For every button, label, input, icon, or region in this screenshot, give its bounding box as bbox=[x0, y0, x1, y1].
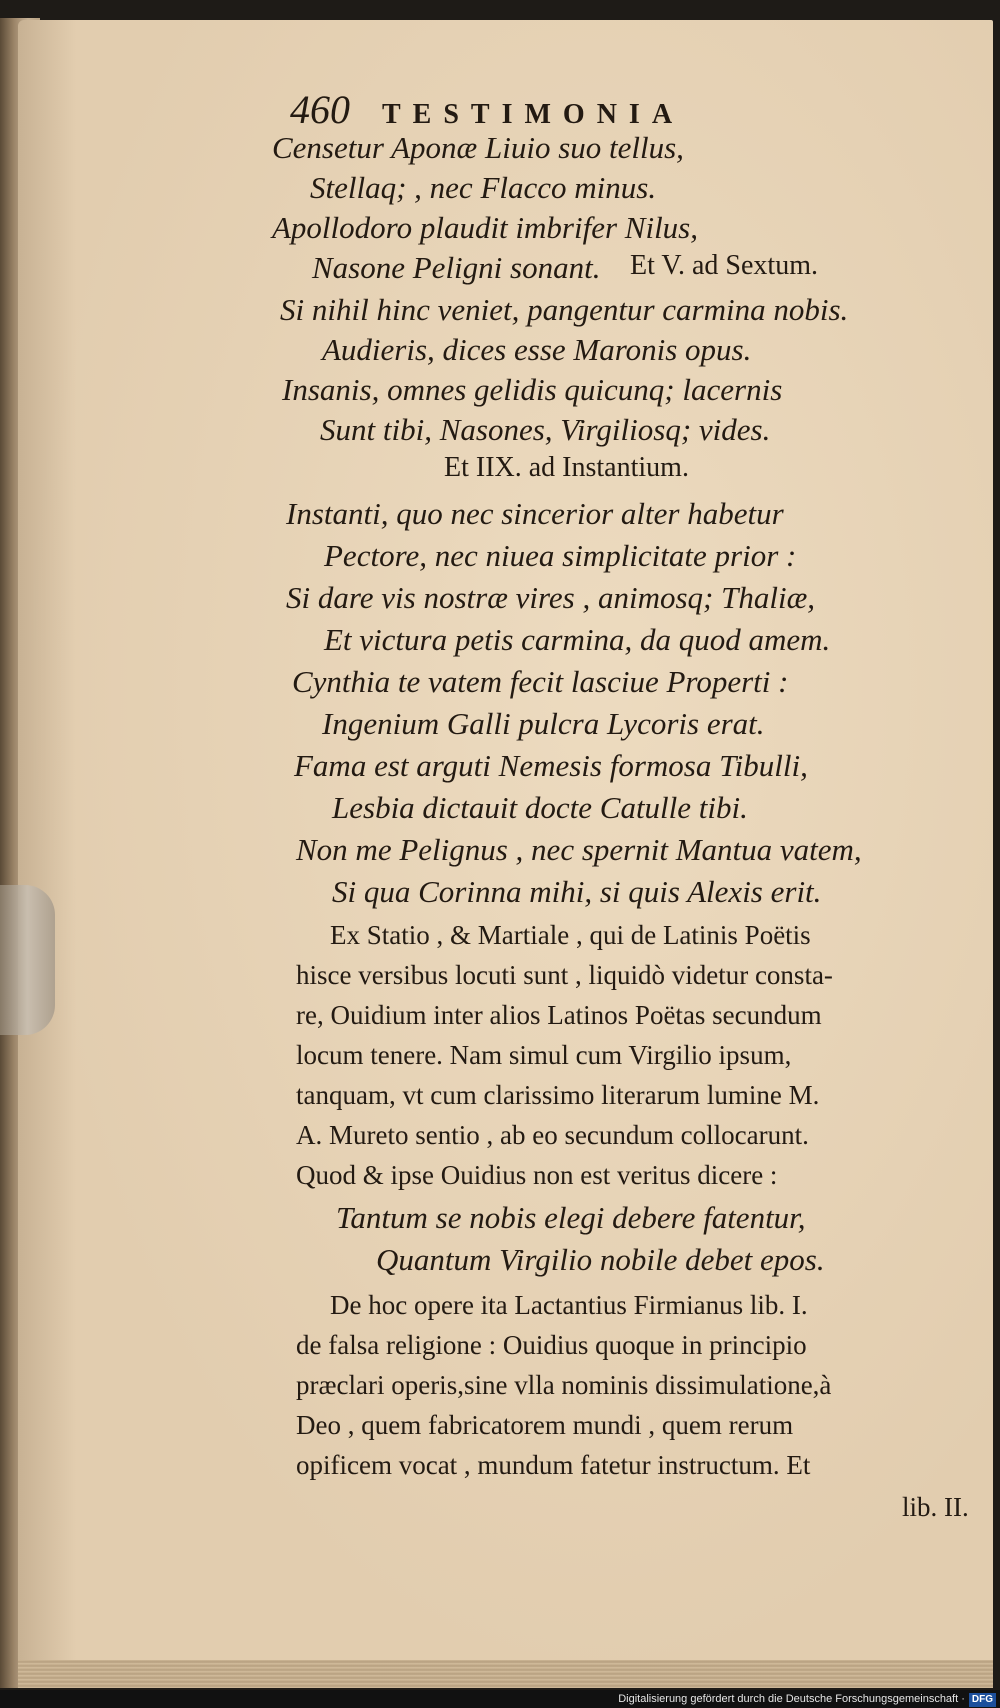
page-header bbox=[290, 86, 684, 133]
prose-line: præclari operis,sine vlla nominis dissimulatione,à bbox=[296, 1370, 832, 1400]
verse-line: Lesbia dictauit docte Catulle tibi. bbox=[332, 790, 748, 825]
section-heading: Et V. ad Sextum. bbox=[630, 250, 818, 281]
verse-line: Sunt tibi, Nasones, Virgiliosq; vides. bbox=[320, 412, 771, 447]
page-stack-edge bbox=[18, 1660, 993, 1688]
verse-line: Tantum se nobis elegi debere fatentur, bbox=[336, 1200, 806, 1235]
footer-text: Digitalisierung gefördert durch die Deutsche Forschungsgemeinschaft · bbox=[618, 1693, 965, 1705]
prose-line: Ex Statio , & Martiale , qui de Latinis Poëtis bbox=[330, 920, 811, 950]
verse-line: Non me Pelignus , nec spernit Mantua vatem, bbox=[296, 832, 862, 867]
verse-line: Et victura petis carmina, da quod amem. bbox=[324, 622, 831, 657]
verse-line: Stellaq; , nec Flacco minus. bbox=[310, 170, 657, 205]
verse-line: Nasone Peligni sonant. bbox=[312, 250, 601, 285]
prose-line: Deo , quem fabricatorem mundi , quem rerum bbox=[296, 1410, 794, 1440]
prose-line: A. Mureto sentio , ab eo secundum collocarunt. bbox=[296, 1120, 809, 1150]
prose-line: opificem vocat , mundum fatetur instructum. Et bbox=[296, 1450, 811, 1480]
verse-line: Audieris, dices esse Maronis opus. bbox=[322, 332, 752, 367]
prose-line: locum tenere. Nam simul cum Virgilio ipsum, bbox=[296, 1040, 792, 1070]
running-head: TESTIMONIA bbox=[382, 99, 685, 130]
verse-line: Quantum Virgilio nobile debet epos. bbox=[376, 1242, 825, 1277]
verse-line: Ingenium Galli pulcra Lycoris erat. bbox=[322, 706, 765, 741]
verse-line: Si qua Corinna mihi, si quis Alexis erit. bbox=[332, 874, 822, 909]
dfg-logo: DFG bbox=[969, 1693, 996, 1707]
prose-line: Quod & ipse Ouidius non est veritus dicere : bbox=[296, 1160, 778, 1190]
section-heading: Et IIX. ad Instantium. bbox=[444, 452, 689, 483]
digitization-footer bbox=[0, 1690, 1000, 1708]
verse-line: Instanti, quo nec sincerior alter habetur bbox=[286, 496, 784, 531]
verse-line: Cynthia te vatem fecit lasciue Properti : bbox=[292, 664, 789, 699]
verse-line: Si nihil hinc veniet, pangentur carmina nobis. bbox=[280, 292, 849, 327]
page-number: 460 bbox=[290, 87, 350, 132]
prose-line: De hoc opere ita Lactantius Firmianus lib. I. bbox=[330, 1290, 808, 1320]
catchword: lib. II. bbox=[902, 1492, 969, 1522]
page-clip bbox=[0, 885, 55, 1035]
verse-line: Si dare vis nostræ vires , animosq; Thaliæ, bbox=[286, 580, 816, 615]
verse-line: Censetur Aponæ Liuio suo tellus, bbox=[272, 130, 684, 165]
prose-line: hisce versibus locuti sunt , liquidò videtur consta- bbox=[296, 960, 833, 990]
prose-line: re, Ouidium inter alios Latinos Poëtas secundum bbox=[296, 1000, 822, 1030]
verse-line: Apollodoro plaudit imbrifer Nilus, bbox=[272, 210, 698, 245]
prose-line: tanquam, vt cum clarissimo literarum lumine M. bbox=[296, 1080, 820, 1110]
verse-line: Insanis, omnes gelidis quicunq; lacernis bbox=[282, 372, 783, 407]
verse-line: Fama est arguti Nemesis formosa Tibulli, bbox=[294, 748, 808, 783]
prose-line: de falsa religione : Ouidius quoque in principio bbox=[296, 1330, 807, 1360]
verse-line: Pectore, nec niuea simplicitate prior : bbox=[324, 538, 797, 573]
